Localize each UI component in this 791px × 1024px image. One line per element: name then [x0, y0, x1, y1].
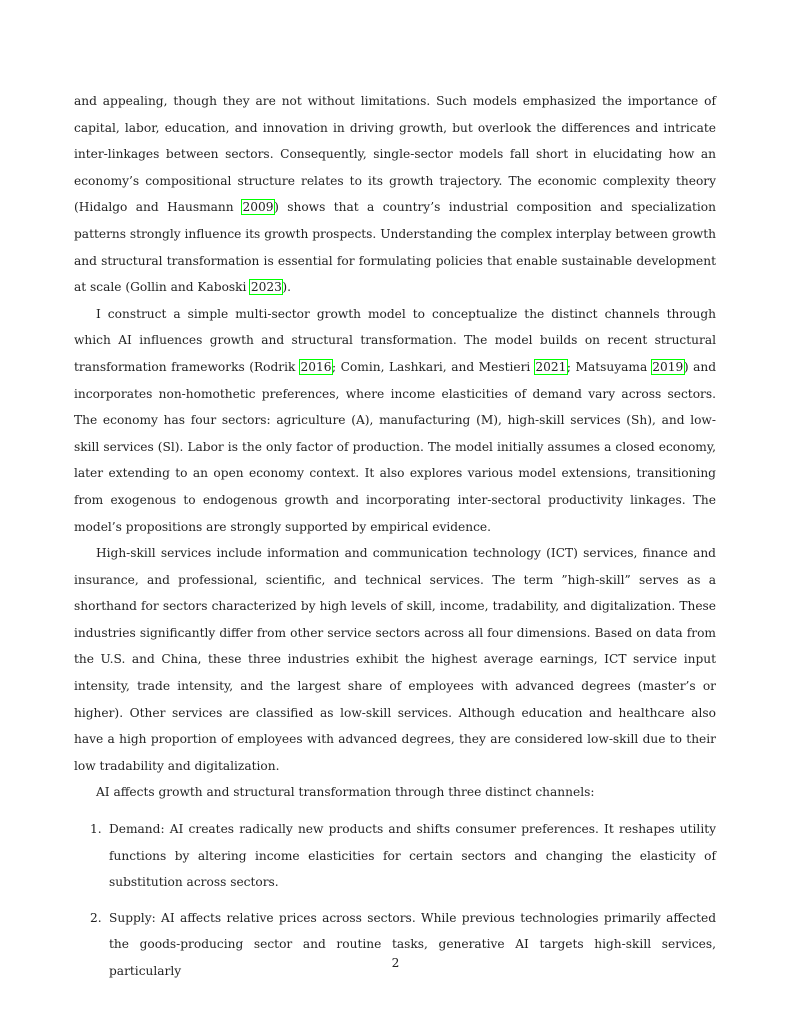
- list-item: [74, 905, 716, 985]
- paragraph-4: AI affects growth and structural transformation through three distinct channels:: [96, 785, 595, 800]
- citation-link-gollin-2023[interactable]: 2023: [250, 280, 282, 295]
- paragraph-3: High-skill services include information and communication technology (ICT) services, finance and insurance, and professional, scientific, and technical services. The term ”high-skill” serves as a shorthand for sectors characterized by high levels of skill, income, tradability, and digitalization. These industries significantly differ from other service sectors across all four dimensions. Based on data from the U.S. and China, these three industries exhibit the highest average earnings, ICT service input intensity, trade intensity, and the largest share of employees with advanced degrees (master’s or higher). Other services are classified as low-skill services. Although education and healthcare also have a high proportion of employees with advanced degrees, they are considered low-skill due to their low tradability and digitalization.: [74, 546, 716, 773]
- citation-link-hidalgo-2009[interactable]: 2009: [242, 200, 274, 215]
- citation-link-matsuyama-2019[interactable]: 2019: [652, 359, 684, 374]
- list-item-text: Supply: AI affects relative prices across sectors. While previous technologies primarily affected the goods-producing sector and routine tasks, generative AI targets high-skill services, particularly: [109, 910, 716, 978]
- citation-link-comin-2021[interactable]: 2021: [535, 359, 567, 374]
- paragraph-2: I construct a simple multi-sector growth model to conceptualize the distinct channels through which AI influences growth and structural transformation. The model builds on recent structural transformation frameworks (Rodrik 2016; Comin, Lashkari, and Mestieri 2021; Matsuyama 2019) and incorporates non-homothetic preferences, where income elasticities of demand vary across sectors. The economy has four sectors: agriculture (A), manufacturing (M), high-skill services (Sh), and low-skill services (Sl). Labor is the only factor of production. The model initially assumes a closed economy, later extending to an open economy context. It also explores various model extensions, transitioning from exogenous to endogenous growth and incorporating inter-sectoral productivity linkages. The model’s propositions are strongly supported by empirical evidence.: [74, 306, 717, 534]
- list-number: 2.: [90, 910, 102, 925]
- page-number: 2: [391, 956, 400, 970]
- list-item: [74, 816, 716, 896]
- list-number: 1.: [90, 822, 102, 837]
- citation-link-rodrik-2016[interactable]: 2016: [300, 359, 332, 374]
- paragraph-1: and appealing, though they are not without limitations. Such models emphasized the importance of capital, labor, education, and innovation in driving growth, but overlook the differences and intricate inter-linkages between sectors. Consequently, single-sector models fall short in elucidating how an economy’s compositional structure relates to its growth trajectory. The economic complexity theory (Hidalgo and Hausmann 2009) shows that a country’s industrial composition and specialization patterns strongly influence its growth prospects. Understanding the complex interplay between growth and structural transformation is essential for formulating policies that enable sustainable development at scale (Gollin and Kaboski 2023).: [74, 94, 716, 295]
- list-item-text: Demand: AI creates radically new products and shifts consumer preferences. It reshapes utility functions by altering income elasticities for certain sectors and changing the elasticity of substitution across sectors.: [109, 822, 716, 890]
- paper-body: [74, 88, 716, 985]
